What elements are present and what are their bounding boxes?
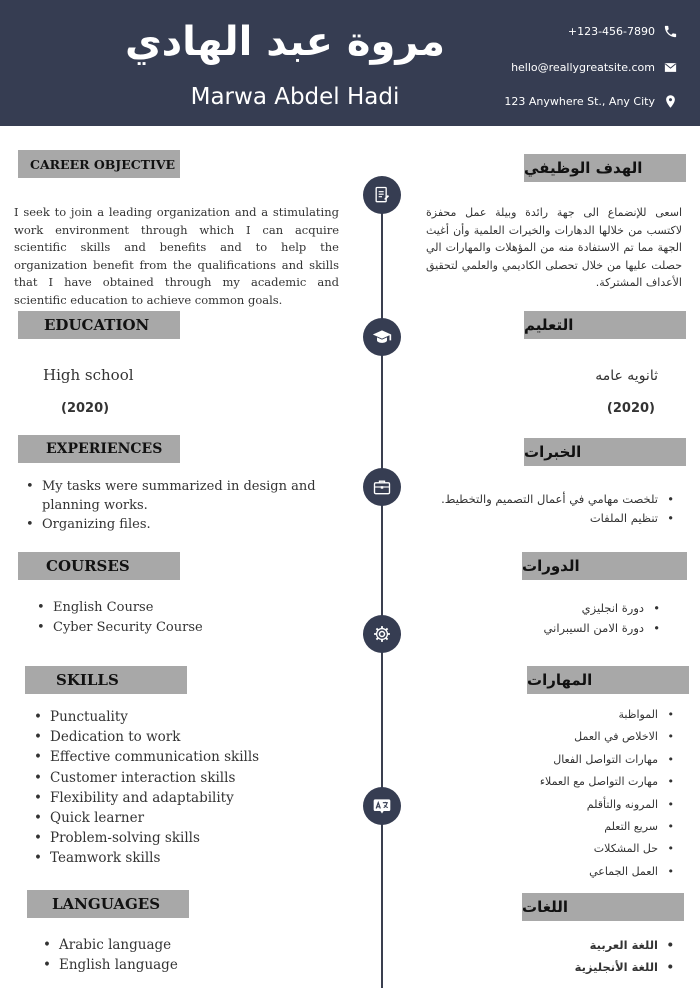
timeline-node-languages (363, 787, 401, 825)
timeline-node-courses (363, 615, 401, 653)
timeline-node-experiences (363, 468, 401, 506)
list-item: • تلخصت مهامي في أعمال التصميم والتخطيط. (404, 490, 674, 509)
document-icon (372, 185, 392, 205)
section-title-courses-ar: الدورات (522, 552, 687, 580)
section-title-courses: COURSES (18, 552, 180, 580)
list-item: • اللغة العربية (454, 934, 674, 956)
list-item: • Problem-solving skills (34, 828, 334, 848)
courses-list (37, 598, 317, 638)
timeline-line (381, 178, 383, 988)
phone-text: +123-456-7890 (567, 25, 655, 38)
skills-list-ar (434, 704, 674, 883)
section-title-experiences: EXPERIENCES (18, 435, 180, 463)
education-degree-ar: ثانويه عامه (595, 368, 658, 384)
list-item: • المرونه والتأقلم (434, 794, 674, 816)
list-item: • Cyber Security Course (37, 618, 317, 638)
list-item: • سريع التعلم (434, 816, 674, 838)
contact-email (511, 60, 678, 75)
translate-icon (372, 796, 392, 816)
section-title-career-objective-ar: الهدف الوظيفي (524, 154, 686, 182)
list-item: • حل المشكلات (434, 838, 674, 860)
list-item: • Dedication to work (34, 727, 334, 747)
list-item: • اللغة الأنجليزية (454, 956, 674, 978)
location-icon (663, 94, 678, 109)
education-degree: High school (43, 366, 134, 384)
list-item: • Quick learner (34, 808, 334, 828)
list-item: • Arabic language (43, 935, 323, 955)
section-title-languages-ar: اللغات (522, 893, 684, 921)
list-item: • Punctuality (34, 707, 334, 727)
section-title-experiences-ar: الخبرات (524, 438, 686, 466)
address-text: 123 Anywhere St., Any City (504, 95, 655, 108)
career-objective-text-ar: اسعى للإنضماع الى جهة رائدة وبيلة عمل محفزة لاكتسب من خلالها الدهارات والخيرات العلمية وأن أغيث الجهة مما تم الاستفادة منه من المؤهلات والمهارات الي حصلت عليها من خلال تحصلى الكاديمي والعلمي لتحقيق الأعداف المشتركة. (426, 206, 682, 289)
list-item: • Customer interaction skills (34, 768, 334, 788)
timeline-node-objective (363, 176, 401, 214)
contact-address (504, 94, 678, 109)
list-item: • Organizing files. (26, 515, 316, 534)
education-year: (2020) (61, 401, 110, 416)
languages-list (43, 935, 323, 975)
graduation-cap-icon (372, 327, 392, 347)
skills-list (34, 707, 334, 869)
list-item: • مهارت التواصل مع العملاء (434, 771, 674, 793)
career-objective-text: I seek to join a leading organization and a stimulating work environment through which I can acquire scientific skills and benefits and to help the organization benefit from the qualifications and skills that I have obtained through my academic and scientific education to achieve common goals. (14, 205, 339, 307)
list-item: • تنظيم الملفات (404, 509, 674, 528)
email-text: hello@reallygreatsite.com (511, 61, 655, 74)
list-item: • English Course (37, 598, 317, 618)
list-item: • الاخلاص في العمل (434, 726, 674, 748)
courses-list-ar (400, 598, 660, 638)
list-item: • My tasks were summarized in design and planning works. (26, 477, 316, 515)
languages-list-ar (454, 934, 674, 978)
list-item: • Teamwork skills (34, 848, 334, 868)
name-english: Marwa Abdel Hadi (190, 84, 400, 110)
experiences-list (26, 477, 316, 534)
experiences-list-ar (404, 490, 674, 528)
section-title-career-objective: CAREER OBJECTIVE (18, 150, 180, 178)
list-item: • Flexibility and adaptability (34, 788, 334, 808)
list-item: • المواظبة (434, 704, 674, 726)
gear-icon (372, 624, 392, 644)
phone-icon (663, 24, 678, 39)
list-item: • دورة انجليزي (400, 598, 660, 618)
list-item: • English language (43, 955, 323, 975)
briefcase-icon (372, 477, 392, 497)
name-arabic: مروة عبد الهادي (124, 19, 446, 65)
list-item: • مهارات التواصل الفعال (434, 749, 674, 771)
section-title-languages: LANGUAGES (27, 890, 189, 918)
timeline-node-education (363, 318, 401, 356)
list-item: • العمل الجماعي (434, 861, 674, 883)
contact-phone (568, 24, 678, 39)
section-title-education: EDUCATION (18, 311, 180, 339)
list-item: • دورة الامن السيبراني (400, 618, 660, 638)
section-title-skills-ar: المهارات (527, 666, 689, 694)
section-title-skills: SKILLS (25, 666, 187, 694)
list-item: • Effective communication skills (34, 747, 334, 767)
education-year-ar: (2020) (606, 401, 655, 416)
email-icon (663, 60, 678, 75)
section-title-education-ar: التعليم (524, 311, 686, 339)
